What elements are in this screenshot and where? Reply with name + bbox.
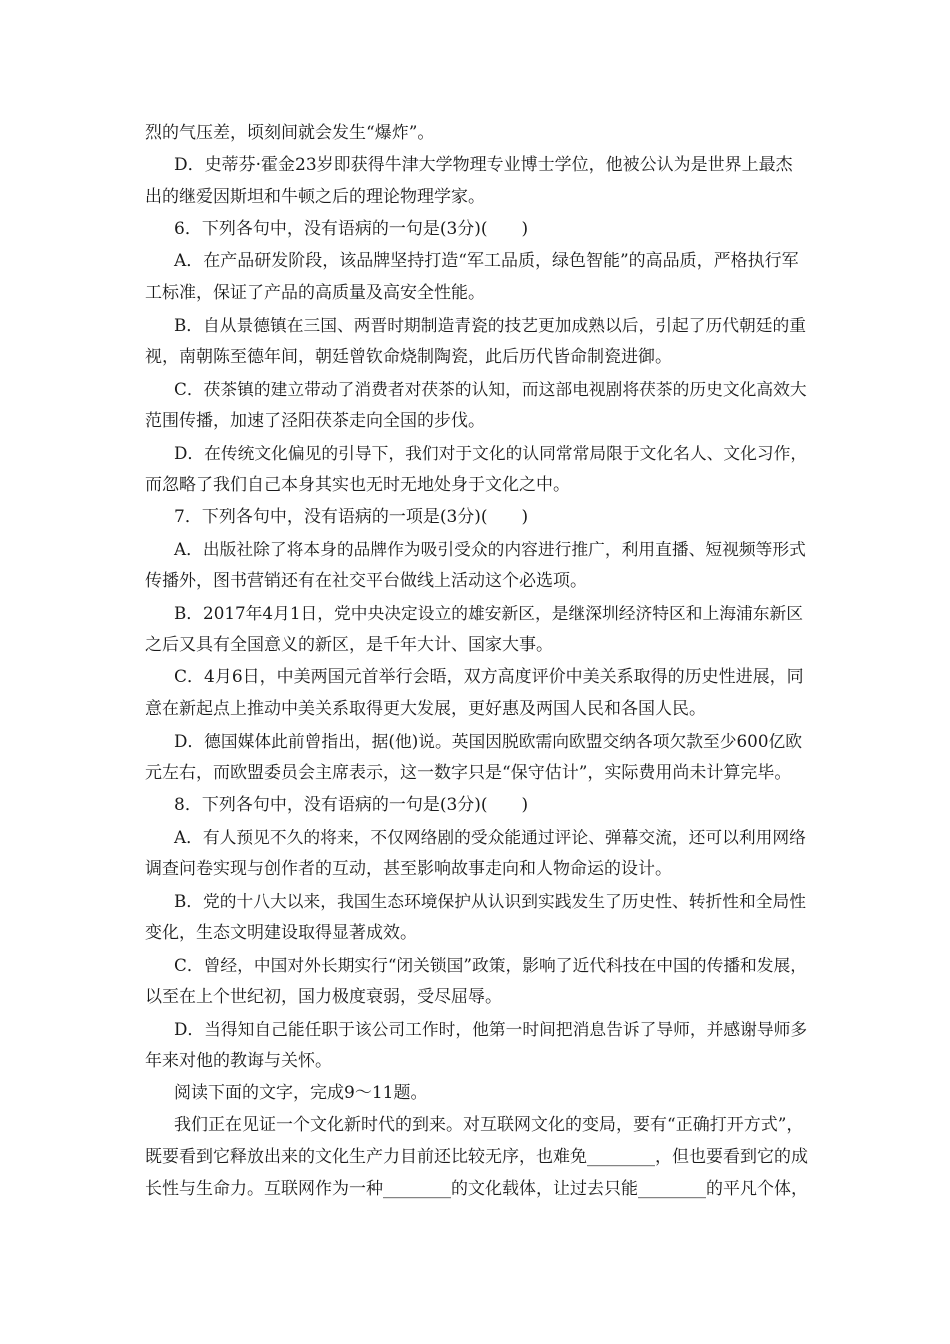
text-line: D．当得知自己能任职于该公司工作时，他第一时间把消息告诉了导师，并感谢导师多 [174,1019,808,1039]
text-line: 传播外，图书营销还有在社交平台做线上活动这个必选项。 [145,571,587,591]
text-line: D．在传统文化偏见的引导下，我们对于文化的认同常常局限于文化名人、文化习作， [174,443,808,463]
text-line: 长性与生命力。互联网作为一种________的文化载体，让过去只能________的平凡个体， [145,1179,808,1199]
text-line: 工标准，保证了产品的高质量及高安全性能。 [145,283,485,303]
text-line: 范围传播，加速了泾阳茯茶走向全国的步伐。 [145,411,485,431]
text-line: 视，南朝陈至德年间，朝廷曾钦命烧制陶瓷，此后历代皆命制瓷进御。 [145,347,672,367]
text-line: A．出版社除了将本身的品牌作为吸引受众的内容进行推广，利用直播、短视频等形式 [174,539,806,559]
text-line: 而忽略了我们自己本身其实也无时无地处身于文化之中。 [145,475,570,495]
text-line: A．在产品研发阶段，该品牌坚持打造“军工品质，绿色智能”的高品质，严格执行军 [174,251,799,271]
text-line: 烈的气压差，顷刻间就会发生“爆炸”。 [145,123,435,143]
reading-instruction: 阅读下面的文字，完成9～11题。 [174,1083,428,1103]
text-line: 调查问卷实现与创作者的互动，甚至影响故事走向和人物命运的设计。 [145,859,672,879]
text-line: D．史蒂芬·霍金23岁即获得牛津大学物理专业博士学位，他被公认为是世界上最杰 [174,155,793,175]
text-line: A．有人预见不久的将来，不仅网络剧的受众能通过评论、弹幕交流，还可以利用网络 [174,827,806,847]
text-line: B．党的十八大以来，我国生态环境保护从认识到实践发生了历史性、转折性和全局性 [174,891,807,911]
text-line: 以至在上个世纪初，国力极度衰弱，受尽屈辱。 [145,987,502,1007]
text-line: 元左右，而欧盟委员会主席表示，这一数字只是“保守估计”，实际费用尚未计算完毕。 [145,763,792,783]
text-line: 年来对他的教诲与关怀。 [145,1051,332,1071]
question-heading: 6．下列各句中，没有语病的一句是(3分)( ) [174,219,529,239]
text-line: C．4月6日，中美两国元首举行会晤，双方高度评价中美关系取得的历史性进展，同 [174,667,804,687]
text-line: 之后又具有全国意义的新区，是千年大计、国家大事。 [145,635,553,655]
text-line: B．2017年4月1日，党中央决定设立的雄安新区，是继深圳经济特区和上海浦东新区 [174,603,804,623]
text-line: D．德国媒体此前曾指出，据(他)说。英国因脱欧需向欧盟交纳各项欠款至少600亿欧 [174,731,802,751]
question-heading: 7．下列各句中，没有语病的一项是(3分)( ) [174,507,529,527]
text-line: 既要看到它释放出来的文化生产力目前还比较无序，也难免________，但也要看到它的成 [145,1147,808,1167]
text-line: 我们正在见证一个文化新时代的到来。对互联网文化的变局，要有“正确打开方式”， [174,1115,804,1135]
question-heading: 8．下列各句中，没有语病的一句是(3分)( ) [174,795,529,815]
text-line: B．自从景德镇在三国、两晋时期制造青瓷的技艺更加成熟以后，引起了历代朝廷的重 [174,315,807,335]
text-line: C．茯茶镇的建立带动了消费者对茯茶的认知，而这部电视剧将茯茶的历史文化高效大 [174,379,807,399]
text-line: C．曾经，中国对外长期实行“闭关锁国”政策，影响了近代科技在中国的传播和发展， [174,955,807,975]
text-line: 变化，生态文明建设取得显著成效。 [145,923,417,943]
text-line: 出的继爱因斯坦和牛顿之后的理论物理学家。 [145,187,485,207]
text-line: 意在新起点上推动中美关系取得更大发展，更好惠及两国人民和各国人民。 [145,699,706,719]
